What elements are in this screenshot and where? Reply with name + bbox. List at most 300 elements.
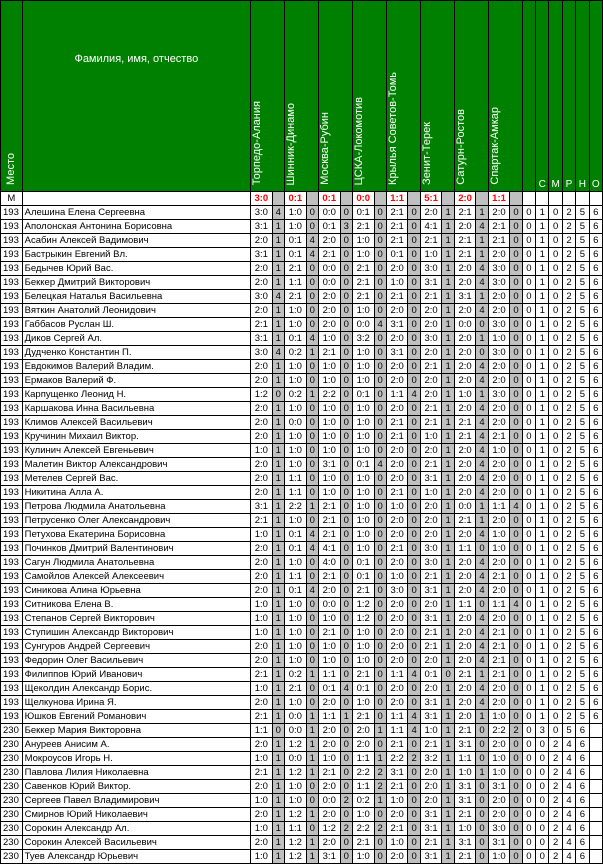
points-cell: 0 — [306, 598, 318, 612]
points-cell: 1 — [272, 598, 284, 612]
points-cell: 1 — [272, 248, 284, 262]
bet-cell: 2:1 — [285, 682, 307, 696]
bet-cell: 1:0 — [454, 822, 476, 836]
table-row — [1, 584, 603, 598]
bet-cell: 1:0 — [352, 514, 374, 528]
stat-cell: 0 — [549, 696, 562, 710]
points-cell: 1 — [272, 514, 284, 528]
points-cell: 0 — [340, 780, 352, 794]
stat-cell: 1 — [536, 528, 549, 542]
stat-cell: 4 — [562, 808, 575, 822]
points-cell: 4 — [340, 682, 352, 696]
points-cell: 0 — [510, 822, 522, 836]
bet-cell: 1:0 — [352, 360, 374, 374]
points-cell: 0 — [510, 682, 522, 696]
match-header: ЦСКА-Локомотив — [352, 1, 386, 192]
stat-header: С — [536, 1, 549, 192]
bet-cell: 1:0 — [352, 696, 374, 710]
points-cell: 1 — [442, 248, 454, 262]
points-cell: 0 — [306, 514, 318, 528]
bet-cell: 2:1 — [488, 220, 510, 234]
stat-cell: 0 — [549, 444, 562, 458]
points-cell: 0 — [510, 780, 522, 794]
stat-cell: 0 — [536, 822, 549, 836]
bet-cell: 2:0 — [251, 374, 273, 388]
stat-cell: 6 — [589, 570, 602, 584]
stat-cell: 0 — [536, 738, 549, 752]
bet-cell: 2:1 — [251, 514, 273, 528]
stat-cell: 6 — [589, 514, 602, 528]
stat-cell: 5 — [576, 710, 589, 724]
stat-cell: 2 — [562, 486, 575, 500]
stat-cell: 1 — [536, 318, 549, 332]
points-cell: 0 — [374, 710, 386, 724]
points-cell: 0 — [476, 346, 488, 360]
bet-cell: 2:0 — [318, 290, 340, 304]
points-cell: 0 — [340, 808, 352, 822]
points-cell: 1 — [272, 458, 284, 472]
points-cell: 4 — [306, 248, 318, 262]
points-cell: 1 — [272, 318, 284, 332]
bet-cell: 2:1 — [251, 766, 273, 780]
stat-cell: 6 — [589, 262, 602, 276]
points-cell: 4 — [374, 458, 386, 472]
points-cell: 1 — [442, 528, 454, 542]
table-row — [1, 332, 603, 346]
points-cell: 0 — [374, 444, 386, 458]
stat-cell: 0 — [522, 234, 535, 248]
bet-cell: 0:1 — [420, 668, 442, 682]
stat-cell: 5 — [576, 262, 589, 276]
points-cell: 1 — [442, 612, 454, 626]
bet-cell: 2:0 — [488, 374, 510, 388]
bet-cell: 1:0 — [352, 486, 374, 500]
bet-cell: 1:0 — [386, 500, 408, 514]
place-cell: 230 — [1, 850, 23, 864]
stat-cell: 2 — [562, 612, 575, 626]
stat-cell: 1 — [536, 668, 549, 682]
name-cell: Ануреев Анисим А. — [22, 738, 250, 752]
points-cell: 1 — [374, 724, 386, 738]
points-cell: 0 — [408, 794, 420, 808]
stat-cell: 0 — [522, 206, 535, 220]
place-cell: 230 — [1, 822, 23, 836]
stat-cell: 0 — [522, 584, 535, 598]
bet-cell: 2:1 — [285, 262, 307, 276]
points-cell: 1 — [272, 304, 284, 318]
place-cell: 193 — [1, 584, 23, 598]
stat-cell: 0 — [522, 682, 535, 696]
stat-cell: 5 — [576, 332, 589, 346]
bet-cell: 0:1 — [386, 248, 408, 262]
name-cell: Петухова Екатерина Борисовна — [22, 528, 250, 542]
name-cell: Сорокин Александр Ал. — [22, 822, 250, 836]
stat-cell: 0 — [549, 626, 562, 640]
results-row — [1, 192, 603, 206]
stat-cell: 1 — [536, 388, 549, 402]
bet-cell: 1:2 — [285, 836, 307, 850]
bet-cell: 1:0 — [285, 514, 307, 528]
stat-cell: 2 — [562, 668, 575, 682]
stat-cell: 1 — [536, 486, 549, 500]
stat-cell: 0 — [549, 206, 562, 220]
bet-cell: 2:1 — [420, 738, 442, 752]
stat-cell: 2 — [562, 682, 575, 696]
stat-cell: 0 — [549, 332, 562, 346]
points-cell: 0 — [510, 290, 522, 304]
bet-cell: 2:1 — [454, 724, 476, 738]
bet-cell: 2:0 — [488, 402, 510, 416]
stat-cell: 1 — [536, 710, 549, 724]
bet-cell: 2:1 — [420, 458, 442, 472]
points-cell: 0 — [340, 318, 352, 332]
stat-cell — [589, 780, 602, 794]
bet-cell: 2:1 — [488, 234, 510, 248]
bet-cell: 3:1 — [420, 710, 442, 724]
table-row — [1, 486, 603, 500]
points-cell: 0 — [408, 374, 420, 388]
points-cell: 0 — [306, 612, 318, 626]
bet-cell: 1:0 — [251, 612, 273, 626]
bet-cell: 1:0 — [251, 794, 273, 808]
bet-cell: 2:1 — [318, 570, 340, 584]
bet-cell: 2:0 — [420, 346, 442, 360]
place-cell: 230 — [1, 766, 23, 780]
bet-cell: 2:0 — [454, 444, 476, 458]
points-cell: 0 — [340, 276, 352, 290]
points-cell: 4 — [476, 276, 488, 290]
points-cell: 1 — [442, 220, 454, 234]
stat-cell: 6 — [589, 402, 602, 416]
bet-cell: 2:2 — [352, 822, 374, 836]
points-cell: 1 — [442, 458, 454, 472]
stat-cell: 0 — [549, 430, 562, 444]
points-cell: 1 — [272, 570, 284, 584]
bet-cell: 0:1 — [285, 332, 307, 346]
place-cell: 230 — [1, 752, 23, 766]
stat-cell: 0 — [549, 458, 562, 472]
table-row — [1, 220, 603, 234]
bet-cell: 0:1 — [285, 542, 307, 556]
points-cell: 0 — [374, 654, 386, 668]
points-cell: 0 — [510, 752, 522, 766]
table-row — [1, 458, 603, 472]
stat-cell: 5 — [576, 416, 589, 430]
bet-cell: 2:0 — [386, 808, 408, 822]
bet-cell: 2:0 — [251, 262, 273, 276]
points-cell: 1 — [306, 710, 318, 724]
points-cell: 1 — [476, 248, 488, 262]
bet-cell: 2:0 — [488, 290, 510, 304]
stat-cell: 0 — [549, 402, 562, 416]
points-cell: 0 — [306, 696, 318, 710]
bet-cell: 1:1 — [386, 668, 408, 682]
bet-cell: 2:1 — [488, 626, 510, 640]
table-row — [1, 276, 603, 290]
bet-cell: 2:1 — [352, 290, 374, 304]
points-cell: 0 — [510, 430, 522, 444]
bet-cell: 2:0 — [488, 682, 510, 696]
result-stat — [576, 192, 589, 206]
bet-cell: 1:0 — [285, 626, 307, 640]
bet-cell: 1:0 — [454, 766, 476, 780]
points-cell: 0 — [510, 640, 522, 654]
bet-cell: 1:0 — [251, 682, 273, 696]
table-row — [1, 234, 603, 248]
points-cell: 1 — [272, 332, 284, 346]
bet-cell: 2:0 — [251, 430, 273, 444]
bet-cell: 3:0 — [488, 318, 510, 332]
points-cell: 0 — [476, 822, 488, 836]
points-cell: 0 — [340, 850, 352, 864]
result-stat — [522, 192, 535, 206]
points-cell: 4 — [476, 402, 488, 416]
stat-cell: 0 — [522, 528, 535, 542]
points-cell: 0 — [306, 472, 318, 486]
points-cell: 0 — [510, 360, 522, 374]
stat-cell: 6 — [589, 318, 602, 332]
points-cell: 0 — [306, 458, 318, 472]
table-row — [1, 570, 603, 584]
bet-cell: 1:0 — [488, 710, 510, 724]
bet-cell: 2:0 — [454, 528, 476, 542]
bet-cell: 1:0 — [285, 374, 307, 388]
bet-cell: 2:1 — [454, 248, 476, 262]
stat-cell: 0 — [549, 220, 562, 234]
bet-cell: 2:0 — [318, 808, 340, 822]
stat-cell: 6 — [589, 416, 602, 430]
points-cell: 0 — [306, 654, 318, 668]
points-cell: 4 — [306, 584, 318, 598]
points-cell: 0 — [510, 542, 522, 556]
bet-cell: 3:0 — [251, 346, 273, 360]
bet-cell: 2:0 — [318, 724, 340, 738]
points-cell: 1 — [272, 220, 284, 234]
place-cell: 230 — [1, 836, 23, 850]
stat-cell: 0 — [549, 710, 562, 724]
points-cell: 0 — [340, 626, 352, 640]
points-cell: 0 — [374, 850, 386, 864]
points-cell: 1 — [442, 654, 454, 668]
points-cell: 1 — [272, 430, 284, 444]
stat-cell: 5 — [576, 234, 589, 248]
points-cell: 1 — [442, 486, 454, 500]
table-row — [1, 346, 603, 360]
bet-cell: 1:0 — [352, 850, 374, 864]
stat-cell: 0 — [549, 514, 562, 528]
bet-cell: 2:0 — [420, 444, 442, 458]
points-cell: 0 — [340, 598, 352, 612]
results-label: М — [1, 192, 23, 206]
points-cell: 0 — [510, 766, 522, 780]
bet-cell: 2:0 — [318, 234, 340, 248]
bet-cell: 2:0 — [488, 304, 510, 318]
name-cell: Кручинин Михаил Виктор. — [22, 430, 250, 444]
points-cell: 0 — [374, 290, 386, 304]
bet-cell: 1:0 — [285, 458, 307, 472]
points-cell: 0 — [306, 360, 318, 374]
stat-cell: 6 — [589, 542, 602, 556]
stat-cell: 6 — [589, 304, 602, 318]
stat-cell: 1 — [536, 248, 549, 262]
points-cell: 0 — [374, 682, 386, 696]
points-cell: 0 — [476, 752, 488, 766]
name-cell: Габбасов Руслан Ш. — [22, 318, 250, 332]
bet-cell: 0:1 — [352, 556, 374, 570]
points-cell: 0 — [374, 612, 386, 626]
points-cell: 0 — [476, 850, 488, 864]
points-cell: 1 — [442, 682, 454, 696]
points-cell: 1 — [272, 486, 284, 500]
stat-cell: 6 — [589, 472, 602, 486]
bet-cell: 1:0 — [318, 444, 340, 458]
points-cell: 1 — [442, 752, 454, 766]
bet-cell: 2:1 — [454, 416, 476, 430]
points-cell: 0 — [408, 682, 420, 696]
place-cell: 193 — [1, 346, 23, 360]
table-row — [1, 318, 603, 332]
points-cell: 0 — [306, 556, 318, 570]
stat-cell: 6 — [589, 668, 602, 682]
points-cell: 4 — [476, 458, 488, 472]
points-cell: 0 — [408, 318, 420, 332]
bet-cell: 3:1 — [251, 500, 273, 514]
bet-cell: 1:0 — [318, 430, 340, 444]
bet-cell: 1:0 — [251, 850, 273, 864]
stat-cell: 1 — [536, 472, 549, 486]
bet-cell: 0:1 — [318, 682, 340, 696]
points-cell: 1 — [272, 584, 284, 598]
points-cell: 0 — [408, 640, 420, 654]
points-cell: 1 — [442, 290, 454, 304]
points-cell: 4 — [476, 486, 488, 500]
bet-cell: 2:0 — [420, 794, 442, 808]
stat-cell: 2 — [562, 402, 575, 416]
bet-cell: 2:0 — [386, 402, 408, 416]
bet-cell: 2:0 — [386, 458, 408, 472]
name-cell: Смирнов Юрий Николаевич — [22, 808, 250, 822]
bet-cell: 2:0 — [488, 416, 510, 430]
bet-cell: 3:1 — [454, 836, 476, 850]
table-row — [1, 374, 603, 388]
points-cell: 4 — [476, 696, 488, 710]
bet-cell: 2:1 — [386, 430, 408, 444]
stat-cell: 5 — [576, 640, 589, 654]
bet-cell: 3:1 — [488, 836, 510, 850]
table-row — [1, 794, 603, 808]
points-cell: 0 — [374, 374, 386, 388]
stat-cell: 0 — [549, 234, 562, 248]
place-cell: 193 — [1, 556, 23, 570]
table-row — [1, 836, 603, 850]
place-cell: 230 — [1, 724, 23, 738]
bet-cell: 0:1 — [352, 388, 374, 402]
bet-cell: 0:0 — [318, 598, 340, 612]
points-cell: 0 — [408, 836, 420, 850]
place-cell: 193 — [1, 332, 23, 346]
bet-cell: 3:1 — [386, 318, 408, 332]
bet-cell: 0:1 — [285, 248, 307, 262]
stat-cell: 5 — [576, 458, 589, 472]
points-cell: 0 — [408, 458, 420, 472]
points-cell: 0 — [408, 654, 420, 668]
stat-cell: 6 — [589, 346, 602, 360]
stat-cell: 2 — [549, 794, 562, 808]
bet-cell: 1:0 — [352, 640, 374, 654]
place-cell: 193 — [1, 248, 23, 262]
match-header: Москва-Рубин — [318, 1, 352, 192]
result-score: 1:1 — [386, 192, 408, 206]
points-cell: 1 — [442, 710, 454, 724]
points-cell: 0 — [374, 472, 386, 486]
match-header: Сатурн-Ростов — [454, 1, 488, 192]
points-cell: 0 — [510, 318, 522, 332]
points-cell: 2 — [340, 822, 352, 836]
bet-cell: 2:0 — [488, 472, 510, 486]
bet-cell: 3:1 — [318, 850, 340, 864]
bet-cell: 2:0 — [420, 598, 442, 612]
place-cell: 193 — [1, 458, 23, 472]
stat-cell: 6 — [589, 444, 602, 458]
stat-cell: 0 — [522, 766, 535, 780]
match-header: Крылья Советов-Томь — [386, 1, 420, 192]
points-cell: 0 — [340, 514, 352, 528]
bet-cell: 2:1 — [352, 710, 374, 724]
stat-cell: 1 — [536, 234, 549, 248]
points-cell: 1 — [476, 388, 488, 402]
stat-cell: 0 — [522, 542, 535, 556]
stat-cell: 1 — [536, 598, 549, 612]
bet-cell: 2:0 — [454, 304, 476, 318]
bet-cell: 1:0 — [352, 374, 374, 388]
bet-cell: 2:0 — [454, 276, 476, 290]
bet-cell: 2:0 — [251, 486, 273, 500]
bet-cell: 1:0 — [352, 472, 374, 486]
stat-cell: 0 — [522, 626, 535, 640]
result-spacer — [340, 192, 352, 206]
stat-cell: 0 — [549, 360, 562, 374]
bet-cell: 2:1 — [454, 808, 476, 822]
stat-cell: 5 — [576, 360, 589, 374]
place-cell: 193 — [1, 696, 23, 710]
bet-cell: 2:2 — [285, 500, 307, 514]
stat-cell: 6 — [576, 822, 589, 836]
points-cell: 4 — [476, 430, 488, 444]
stat-cell: 5 — [576, 472, 589, 486]
bet-cell: 2:0 — [386, 696, 408, 710]
points-cell: 1 — [442, 598, 454, 612]
stat-cell: 2 — [562, 388, 575, 402]
points-cell: 1 — [272, 710, 284, 724]
stat-cell: 5 — [576, 430, 589, 444]
bet-cell: 2:0 — [251, 458, 273, 472]
points-cell: 0 — [408, 626, 420, 640]
table-row — [1, 206, 603, 220]
stat-cell: 2 — [562, 234, 575, 248]
bet-cell: 2:1 — [251, 668, 273, 682]
table-row — [1, 822, 603, 836]
stat-cell: 4 — [562, 738, 575, 752]
bet-cell: 1:1 — [285, 822, 307, 836]
place-cell: 193 — [1, 262, 23, 276]
bet-cell: 1:0 — [285, 780, 307, 794]
name-cell: Федорин Олег Васильевич — [22, 654, 250, 668]
bet-cell: 1:0 — [352, 430, 374, 444]
name-cell: Щеколдин Александр Борис. — [22, 682, 250, 696]
points-cell: 0 — [510, 416, 522, 430]
points-cell: 0 — [340, 416, 352, 430]
points-cell: 0 — [374, 304, 386, 318]
